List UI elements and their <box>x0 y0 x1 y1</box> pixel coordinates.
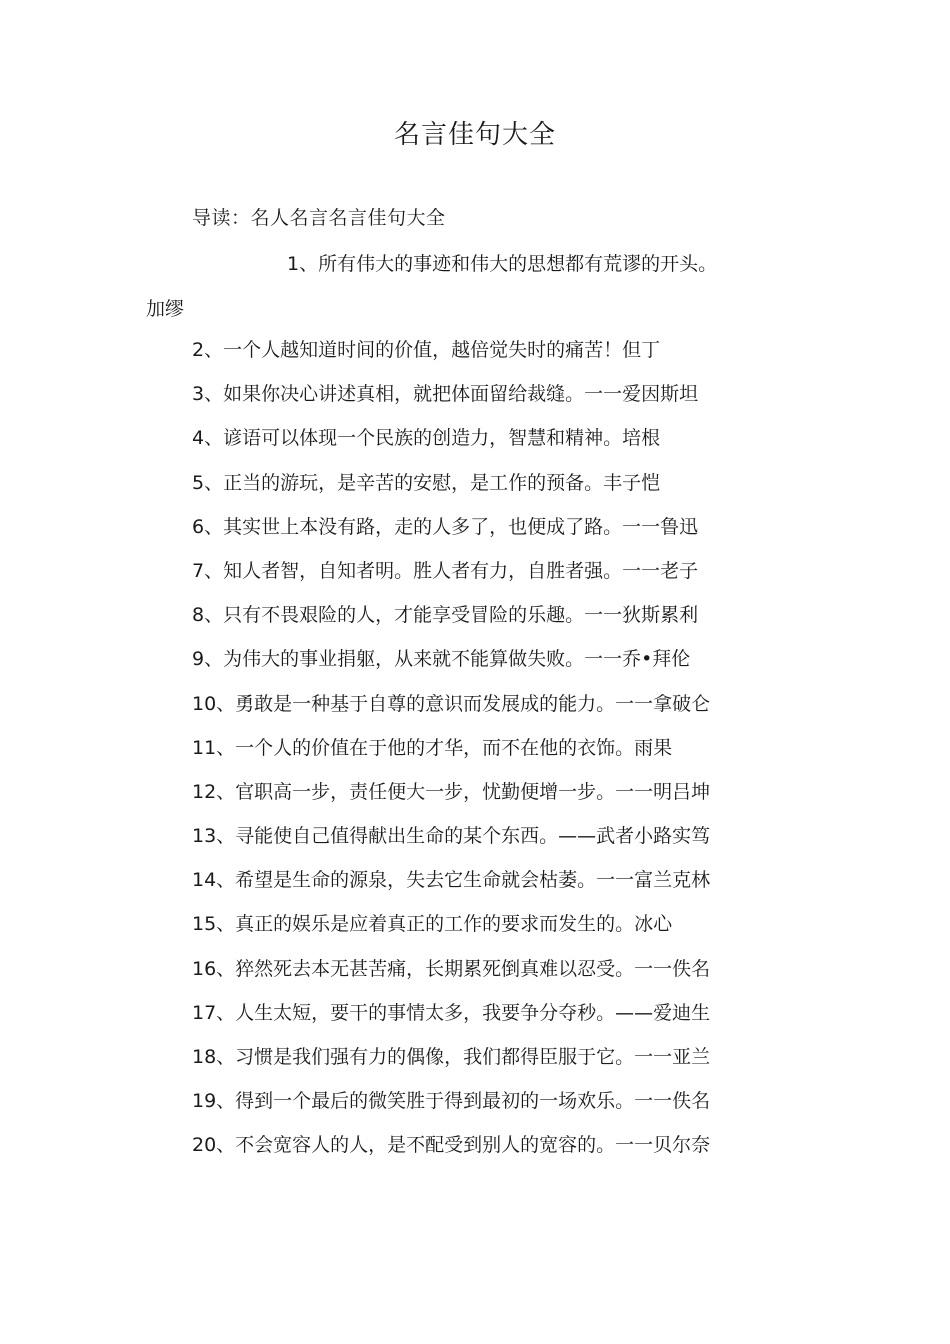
quote-item: 6、其实世上本没有路，走的人多了，也便成了路。一一鲁迅 <box>192 515 699 538</box>
quote-item: 14、希望是生命的源泉，失去它生命就会枯萎。一一富兰克林 <box>192 869 711 892</box>
quote-item: 16、猝然死去本无甚苦痛，长期累死倒真难以忍受。一一佚名 <box>192 957 711 980</box>
quote-item: 11、一个人的价值在于他的才华，而不在他的衣饰。雨果 <box>192 736 673 759</box>
quote-item: 9、为伟大的事业捐躯，从来就不能算做失败。一一乔•拜伦 <box>192 648 691 671</box>
intro-text: 导读：名人名言名言佳句大全 <box>192 207 446 229</box>
quote-item: 7、知人者智，自知者明。胜人者有力，自胜者强。一一老子 <box>192 559 699 582</box>
quote-item: 15、真正的娱乐是应着真正的工作的要求而发生的。冰心 <box>192 913 673 936</box>
quote-item: 19、得到一个最后的微笑胜于得到最初的一场欢乐。一一佚名 <box>192 1090 711 1113</box>
quote-1-text: 1、所有伟大的事迹和伟大的思想都有荒谬的开头。 <box>287 253 718 275</box>
quote-item: 13、寻能使自己值得献出生命的某个东西。——武者小路实笃 <box>192 825 711 848</box>
quote-item: 12、官职高一步，责任便大一步，忧勤便增一步。一一明吕坤 <box>192 780 711 803</box>
quote-item: 17、人生太短，要干的事情太多，我要争分夺秒。——爱迪生 <box>192 1001 711 1024</box>
quote-item: 2、一个人越知道时间的价值，越倍觉失时的痛苦！但丁 <box>192 339 661 361</box>
quote-item: 5、正当的游玩，是辛苦的安慰，是工作的预备。丰子恺 <box>192 471 661 494</box>
quote-item: 10、勇敢是一种基于自尊的意识而发展成的能力。一一拿破仑 <box>192 692 711 715</box>
quote-item: 20、不会宽容人的人，是不配受到别人的宽容的。一一贝尔奈 <box>192 1134 711 1157</box>
quote-1-author: 加缪 <box>146 298 185 320</box>
quote-item: 8、只有不畏艰险的人，才能享受冒险的乐趣。一一狄斯累利 <box>192 604 699 627</box>
page-title: 名言佳句大全 <box>393 120 556 150</box>
quote-item: 18、习惯是我们强有力的偶像，我们都得臣服于它。一一亚兰 <box>192 1046 711 1068</box>
quote-item: 3、如果你决心讲述真相，就把体面留给裁缝。一一爱因斯坦 <box>192 383 699 406</box>
quote-list <box>192 337 710 1177</box>
quote-item: 4、谚语可以体现一个民族的创造力，智慧和精神。培根 <box>192 427 661 450</box>
